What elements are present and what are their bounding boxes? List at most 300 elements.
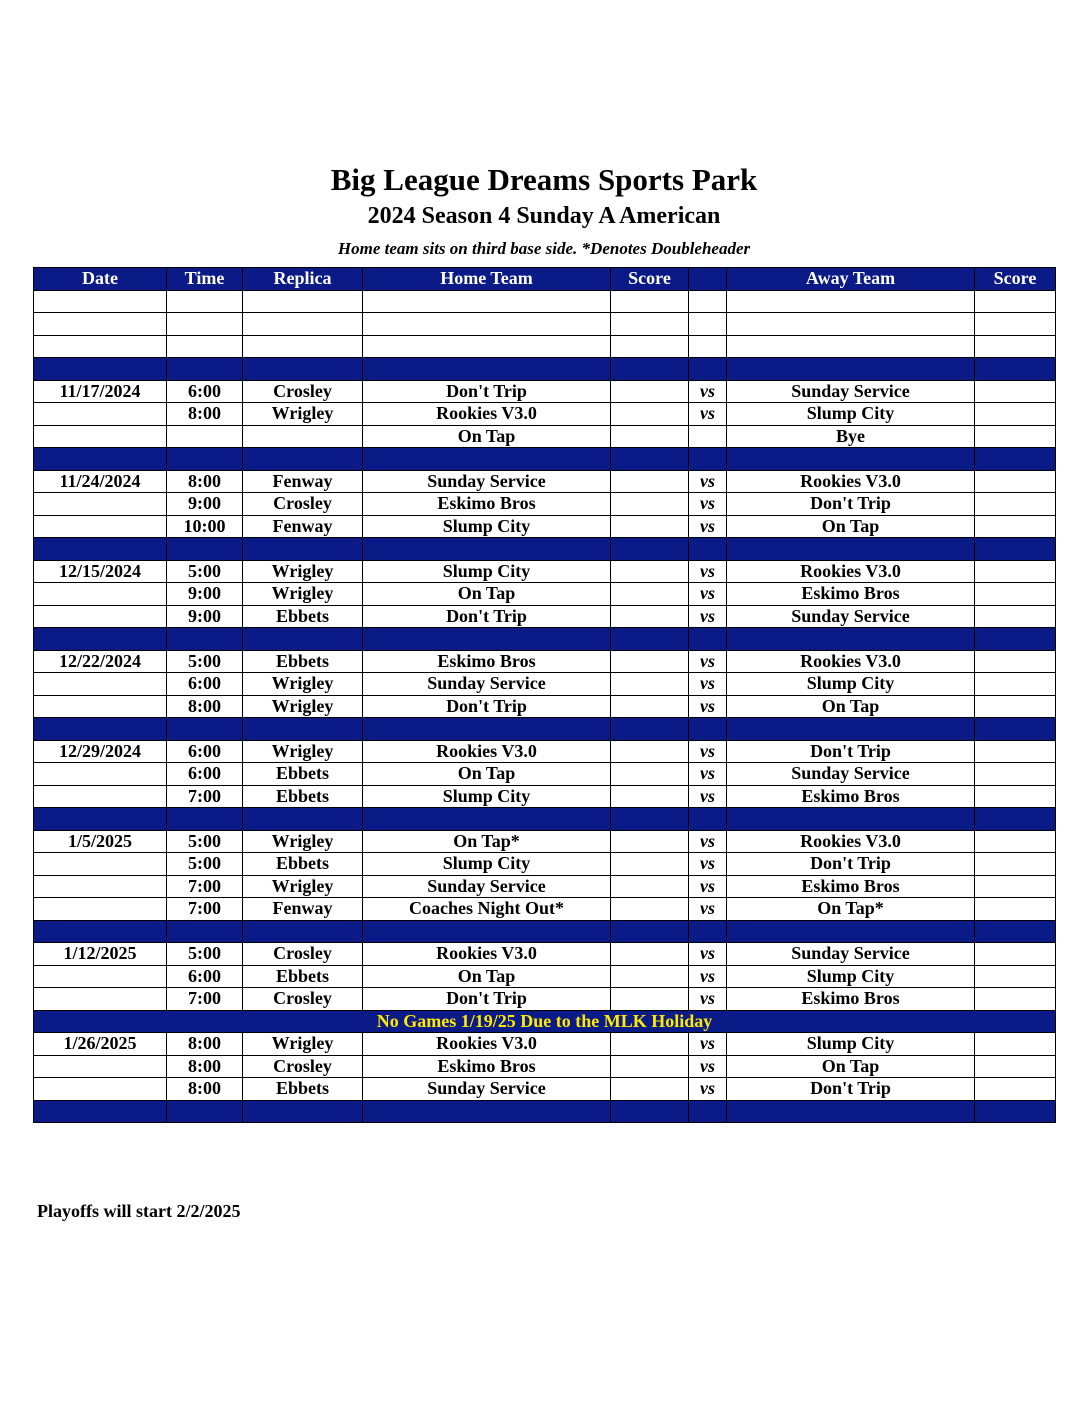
away-score-cell: [975, 358, 1056, 381]
replica-cell: Ebbets: [243, 965, 363, 988]
replica-cell: Ebbets: [243, 650, 363, 673]
away-team-cell: On Tap: [727, 695, 975, 718]
time-cell: [167, 628, 243, 651]
home-score-cell: [611, 673, 689, 696]
game-row: [34, 988, 1056, 1011]
away-team-cell: [727, 920, 975, 943]
date-cell: 1/5/2025: [34, 830, 167, 853]
vs-cell: [689, 290, 727, 313]
date-cell: [34, 290, 167, 313]
blank-row: [34, 290, 1056, 313]
home-team-cell: Sunday Service: [363, 673, 611, 696]
home-team-cell: Coaches Night Out*: [363, 898, 611, 921]
home-team-cell: Eskimo Bros: [363, 650, 611, 673]
vs-cell: [689, 808, 727, 831]
game-row: [34, 740, 1056, 763]
replica-cell: Wrigley: [243, 1033, 363, 1056]
time-cell: 7:00: [167, 898, 243, 921]
replica-cell: Wrigley: [243, 560, 363, 583]
col-date-header: Date: [34, 268, 167, 291]
replica-cell: [243, 313, 363, 336]
game-row: [34, 515, 1056, 538]
away-team-cell: [727, 290, 975, 313]
replica-cell: Ebbets: [243, 605, 363, 628]
home-team-cell: Sunday Service: [363, 875, 611, 898]
home-score-cell: [611, 898, 689, 921]
replica-cell: [243, 448, 363, 471]
replica-cell: Wrigley: [243, 403, 363, 426]
vs-cell: vs: [689, 898, 727, 921]
time-cell: 5:00: [167, 830, 243, 853]
away-score-cell: [975, 853, 1056, 876]
vs-cell: vs: [689, 695, 727, 718]
away-score-cell: [975, 493, 1056, 516]
game-row: [34, 853, 1056, 876]
date-cell: 11/24/2024: [34, 470, 167, 493]
home-score-cell: [611, 335, 689, 358]
replica-cell: [243, 335, 363, 358]
replica-cell: Wrigley: [243, 673, 363, 696]
home-team-cell: On Tap: [363, 763, 611, 786]
separator-row: [34, 358, 1056, 381]
vs-cell: [689, 313, 727, 336]
separator-row: [34, 628, 1056, 651]
date-cell: [34, 358, 167, 381]
home-team-cell: On Tap: [363, 965, 611, 988]
away-team-cell: Slump City: [727, 673, 975, 696]
time-cell: [167, 335, 243, 358]
time-cell: [167, 425, 243, 448]
home-score-cell: [611, 808, 689, 831]
away-team-cell: [727, 808, 975, 831]
home-score-cell: [611, 470, 689, 493]
replica-cell: Ebbets: [243, 853, 363, 876]
separator-row: [34, 448, 1056, 471]
home-score-cell: [611, 425, 689, 448]
separator-row: [34, 538, 1056, 561]
game-row: [34, 583, 1056, 606]
replica-cell: Wrigley: [243, 583, 363, 606]
vs-cell: vs: [689, 830, 727, 853]
replica-cell: Crosley: [243, 988, 363, 1011]
date-cell: [34, 920, 167, 943]
game-row: [34, 965, 1056, 988]
replica-cell: [243, 808, 363, 831]
home-team-cell: Eskimo Bros: [363, 1055, 611, 1078]
vs-cell: vs: [689, 1033, 727, 1056]
home-score-cell: [611, 560, 689, 583]
away-score-cell: [975, 1055, 1056, 1078]
replica-cell: Fenway: [243, 470, 363, 493]
date-cell: [34, 493, 167, 516]
time-cell: [167, 1100, 243, 1123]
away-team-cell: [727, 718, 975, 741]
home-team-cell: Rookies V3.0: [363, 1033, 611, 1056]
vs-cell: [689, 425, 727, 448]
home-team-cell: Rookies V3.0: [363, 740, 611, 763]
home-team-cell: Slump City: [363, 853, 611, 876]
away-team-cell: Slump City: [727, 965, 975, 988]
time-cell: [167, 718, 243, 741]
replica-cell: [243, 358, 363, 381]
home-team-cell: Slump City: [363, 785, 611, 808]
replica-cell: [243, 425, 363, 448]
home-score-cell: [611, 1055, 689, 1078]
header-row: [34, 268, 1056, 291]
away-score-cell: [975, 335, 1056, 358]
replica-cell: Crosley: [243, 380, 363, 403]
vs-cell: [689, 920, 727, 943]
col-time-header: Time: [167, 268, 243, 291]
away-team-cell: Don't Trip: [727, 493, 975, 516]
away-score-cell: [975, 785, 1056, 808]
time-cell: 6:00: [167, 380, 243, 403]
time-cell: [167, 448, 243, 471]
time-cell: 6:00: [167, 763, 243, 786]
home-team-cell: Rookies V3.0: [363, 403, 611, 426]
away-score-cell: [975, 1078, 1056, 1101]
schedule-note: Home team sits on third base side. *Denotes Doubleheader: [337, 239, 751, 258]
date-cell: 12/22/2024: [34, 650, 167, 673]
home-score-cell: [611, 448, 689, 471]
date-cell: [34, 988, 167, 1011]
away-score-cell: [975, 628, 1056, 651]
home-team-cell: [363, 628, 611, 651]
away-score-cell: [975, 695, 1056, 718]
away-team-cell: Eskimo Bros: [727, 988, 975, 1011]
date-cell: 1/12/2025: [34, 943, 167, 966]
replica-cell: Crosley: [243, 943, 363, 966]
time-cell: 8:00: [167, 695, 243, 718]
vs-cell: vs: [689, 763, 727, 786]
blank-row: [34, 335, 1056, 358]
home-score-cell: [611, 695, 689, 718]
game-row: [34, 493, 1056, 516]
game-row: [34, 875, 1056, 898]
vs-cell: [689, 628, 727, 651]
home-team-cell: [363, 358, 611, 381]
replica-cell: [243, 920, 363, 943]
home-team-cell: Don't Trip: [363, 380, 611, 403]
away-score-cell: [975, 943, 1056, 966]
away-team-cell: Sunday Service: [727, 943, 975, 966]
away-team-cell: [727, 628, 975, 651]
away-team-cell: Rookies V3.0: [727, 650, 975, 673]
home-score-cell: [611, 358, 689, 381]
col-vs-header: [689, 268, 727, 291]
home-team-cell: Don't Trip: [363, 695, 611, 718]
home-score-cell: [611, 650, 689, 673]
replica-cell: Fenway: [243, 898, 363, 921]
home-score-cell: [611, 493, 689, 516]
date-cell: [34, 785, 167, 808]
holiday-notice: No Games 1/19/25 Due to the MLK Holiday: [34, 1010, 1056, 1033]
replica-cell: Crosley: [243, 1055, 363, 1078]
vs-cell: vs: [689, 988, 727, 1011]
vs-cell: vs: [689, 965, 727, 988]
replica-cell: Wrigley: [243, 830, 363, 853]
away-score-cell: [975, 605, 1056, 628]
away-score-cell: [975, 560, 1056, 583]
col-home-team-header: Home Team: [363, 268, 611, 291]
date-cell: [34, 313, 167, 336]
home-team-cell: Don't Trip: [363, 988, 611, 1011]
game-row: [34, 605, 1056, 628]
home-score-cell: [611, 605, 689, 628]
game-row: [34, 673, 1056, 696]
page-title: Big League Dreams Sports Park: [330, 162, 758, 197]
away-score-cell: [975, 898, 1056, 921]
time-cell: 5:00: [167, 853, 243, 876]
time-cell: 5:00: [167, 650, 243, 673]
home-score-cell: [611, 628, 689, 651]
home-team-cell: Sunday Service: [363, 470, 611, 493]
vs-cell: vs: [689, 853, 727, 876]
time-cell: [167, 313, 243, 336]
home-score-cell: [611, 403, 689, 426]
away-team-cell: Don't Trip: [727, 853, 975, 876]
time-cell: [167, 538, 243, 561]
away-score-cell: [975, 403, 1056, 426]
away-team-cell: [727, 448, 975, 471]
game-row: [34, 650, 1056, 673]
holiday-notice-row: [34, 1010, 1056, 1033]
date-cell: [34, 1078, 167, 1101]
vs-cell: [689, 448, 727, 471]
playoffs-note: Playoffs will start 2/2/2025: [37, 1201, 241, 1221]
home-team-cell: Don't Trip: [363, 605, 611, 628]
away-score-cell: [975, 875, 1056, 898]
vs-cell: vs: [689, 403, 727, 426]
away-score-cell: [975, 650, 1056, 673]
vs-cell: vs: [689, 605, 727, 628]
away-score-cell: [975, 583, 1056, 606]
vs-cell: vs: [689, 785, 727, 808]
home-score-cell: [611, 853, 689, 876]
away-score-cell: [975, 380, 1056, 403]
game-row: [34, 403, 1056, 426]
date-cell: [34, 425, 167, 448]
vs-cell: vs: [689, 740, 727, 763]
home-score-cell: [611, 988, 689, 1011]
vs-cell: vs: [689, 673, 727, 696]
date-cell: [34, 763, 167, 786]
home-team-cell: [363, 335, 611, 358]
time-cell: [167, 358, 243, 381]
date-cell: [34, 515, 167, 538]
away-score-cell: [975, 830, 1056, 853]
date-cell: [34, 695, 167, 718]
date-cell: [34, 718, 167, 741]
home-team-cell: On Tap: [363, 425, 611, 448]
home-score-cell: [611, 965, 689, 988]
time-cell: 8:00: [167, 403, 243, 426]
home-score-cell: [611, 380, 689, 403]
replica-cell: [243, 718, 363, 741]
away-score-cell: [975, 718, 1056, 741]
date-cell: 12/15/2024: [34, 560, 167, 583]
away-team-cell: Slump City: [727, 403, 975, 426]
time-cell: 9:00: [167, 583, 243, 606]
game-row: [34, 830, 1056, 853]
home-score-cell: [611, 1100, 689, 1123]
date-cell: [34, 808, 167, 831]
replica-cell: [243, 290, 363, 313]
col-away-team-header: Away Team: [727, 268, 975, 291]
away-team-cell: [727, 335, 975, 358]
game-row: [34, 1078, 1056, 1101]
home-score-cell: [611, 920, 689, 943]
home-score-cell: [611, 515, 689, 538]
home-team-cell: [363, 808, 611, 831]
time-cell: 8:00: [167, 1078, 243, 1101]
time-cell: 8:00: [167, 1055, 243, 1078]
separator-row: [34, 718, 1056, 741]
time-cell: 9:00: [167, 493, 243, 516]
vs-cell: vs: [689, 875, 727, 898]
replica-cell: Fenway: [243, 515, 363, 538]
date-cell: [34, 965, 167, 988]
away-score-cell: [975, 1033, 1056, 1056]
home-team-cell: [363, 290, 611, 313]
away-team-cell: Sunday Service: [727, 380, 975, 403]
col-away-score-header: Score: [975, 268, 1056, 291]
away-team-cell: Sunday Service: [727, 763, 975, 786]
vs-cell: vs: [689, 650, 727, 673]
vs-cell: [689, 538, 727, 561]
replica-cell: [243, 538, 363, 561]
home-score-cell: [611, 1033, 689, 1056]
replica-cell: Ebbets: [243, 763, 363, 786]
away-team-cell: Don't Trip: [727, 1078, 975, 1101]
away-score-cell: [975, 448, 1056, 471]
game-row: [34, 1033, 1056, 1056]
away-team-cell: [727, 538, 975, 561]
time-cell: [167, 920, 243, 943]
replica-cell: [243, 628, 363, 651]
date-cell: [34, 335, 167, 358]
date-cell: [34, 898, 167, 921]
game-row: [34, 560, 1056, 583]
vs-cell: vs: [689, 470, 727, 493]
game-row: [34, 695, 1056, 718]
schedule-table: [33, 267, 1056, 1123]
away-score-cell: [975, 470, 1056, 493]
replica-cell: Wrigley: [243, 740, 363, 763]
replica-cell: [243, 1100, 363, 1123]
away-team-cell: Rookies V3.0: [727, 560, 975, 583]
game-row: [34, 470, 1056, 493]
away-score-cell: [975, 538, 1056, 561]
home-score-cell: [611, 290, 689, 313]
home-team-cell: Slump City: [363, 515, 611, 538]
date-cell: 12/29/2024: [34, 740, 167, 763]
col-replica-header: Replica: [243, 268, 363, 291]
home-team-cell: [363, 1100, 611, 1123]
vs-cell: vs: [689, 380, 727, 403]
time-cell: [167, 290, 243, 313]
replica-cell: Wrigley: [243, 875, 363, 898]
away-score-cell: [975, 290, 1056, 313]
date-cell: [34, 538, 167, 561]
away-score-cell: [975, 763, 1056, 786]
away-team-cell: On Tap: [727, 515, 975, 538]
replica-cell: Crosley: [243, 493, 363, 516]
home-team-cell: [363, 718, 611, 741]
home-team-cell: Eskimo Bros: [363, 493, 611, 516]
vs-cell: vs: [689, 1078, 727, 1101]
time-cell: 6:00: [167, 740, 243, 763]
date-cell: [34, 875, 167, 898]
date-cell: [34, 583, 167, 606]
separator-row: [34, 808, 1056, 831]
vs-cell: [689, 718, 727, 741]
home-team-cell: [363, 448, 611, 471]
away-score-cell: [975, 673, 1056, 696]
date-cell: [34, 853, 167, 876]
vs-cell: [689, 358, 727, 381]
away-score-cell: [975, 1100, 1056, 1123]
date-cell: [34, 1055, 167, 1078]
home-team-cell: On Tap: [363, 583, 611, 606]
time-cell: 6:00: [167, 965, 243, 988]
away-team-cell: On Tap*: [727, 898, 975, 921]
time-cell: 5:00: [167, 560, 243, 583]
home-team-cell: Rookies V3.0: [363, 943, 611, 966]
away-score-cell: [975, 988, 1056, 1011]
home-score-cell: [611, 943, 689, 966]
away-score-cell: [975, 740, 1056, 763]
vs-cell: vs: [689, 583, 727, 606]
home-score-cell: [611, 830, 689, 853]
away-team-cell: Bye: [727, 425, 975, 448]
home-score-cell: [611, 785, 689, 808]
time-cell: 9:00: [167, 605, 243, 628]
time-cell: [167, 808, 243, 831]
separator-row: [34, 1100, 1056, 1123]
away-team-cell: On Tap: [727, 1055, 975, 1078]
game-row: [34, 763, 1056, 786]
away-team-cell: Rookies V3.0: [727, 830, 975, 853]
home-score-cell: [611, 875, 689, 898]
away-score-cell: [975, 808, 1056, 831]
home-score-cell: [611, 763, 689, 786]
away-team-cell: Eskimo Bros: [727, 785, 975, 808]
vs-cell: vs: [689, 943, 727, 966]
home-team-cell: [363, 920, 611, 943]
away-score-cell: [975, 920, 1056, 943]
game-row: [34, 898, 1056, 921]
away-team-cell: [727, 1100, 975, 1123]
time-cell: 8:00: [167, 470, 243, 493]
away-team-cell: Eskimo Bros: [727, 583, 975, 606]
time-cell: 7:00: [167, 875, 243, 898]
date-cell: [34, 403, 167, 426]
col-home-score-header: Score: [611, 268, 689, 291]
date-cell: [34, 605, 167, 628]
away-score-cell: [975, 965, 1056, 988]
vs-cell: vs: [689, 1055, 727, 1078]
date-cell: [34, 628, 167, 651]
home-score-cell: [611, 1078, 689, 1101]
date-cell: 11/17/2024: [34, 380, 167, 403]
away-team-cell: Don't Trip: [727, 740, 975, 763]
home-score-cell: [611, 583, 689, 606]
home-team-cell: Slump City: [363, 560, 611, 583]
game-row: [34, 1055, 1056, 1078]
time-cell: 8:00: [167, 1033, 243, 1056]
away-team-cell: [727, 358, 975, 381]
